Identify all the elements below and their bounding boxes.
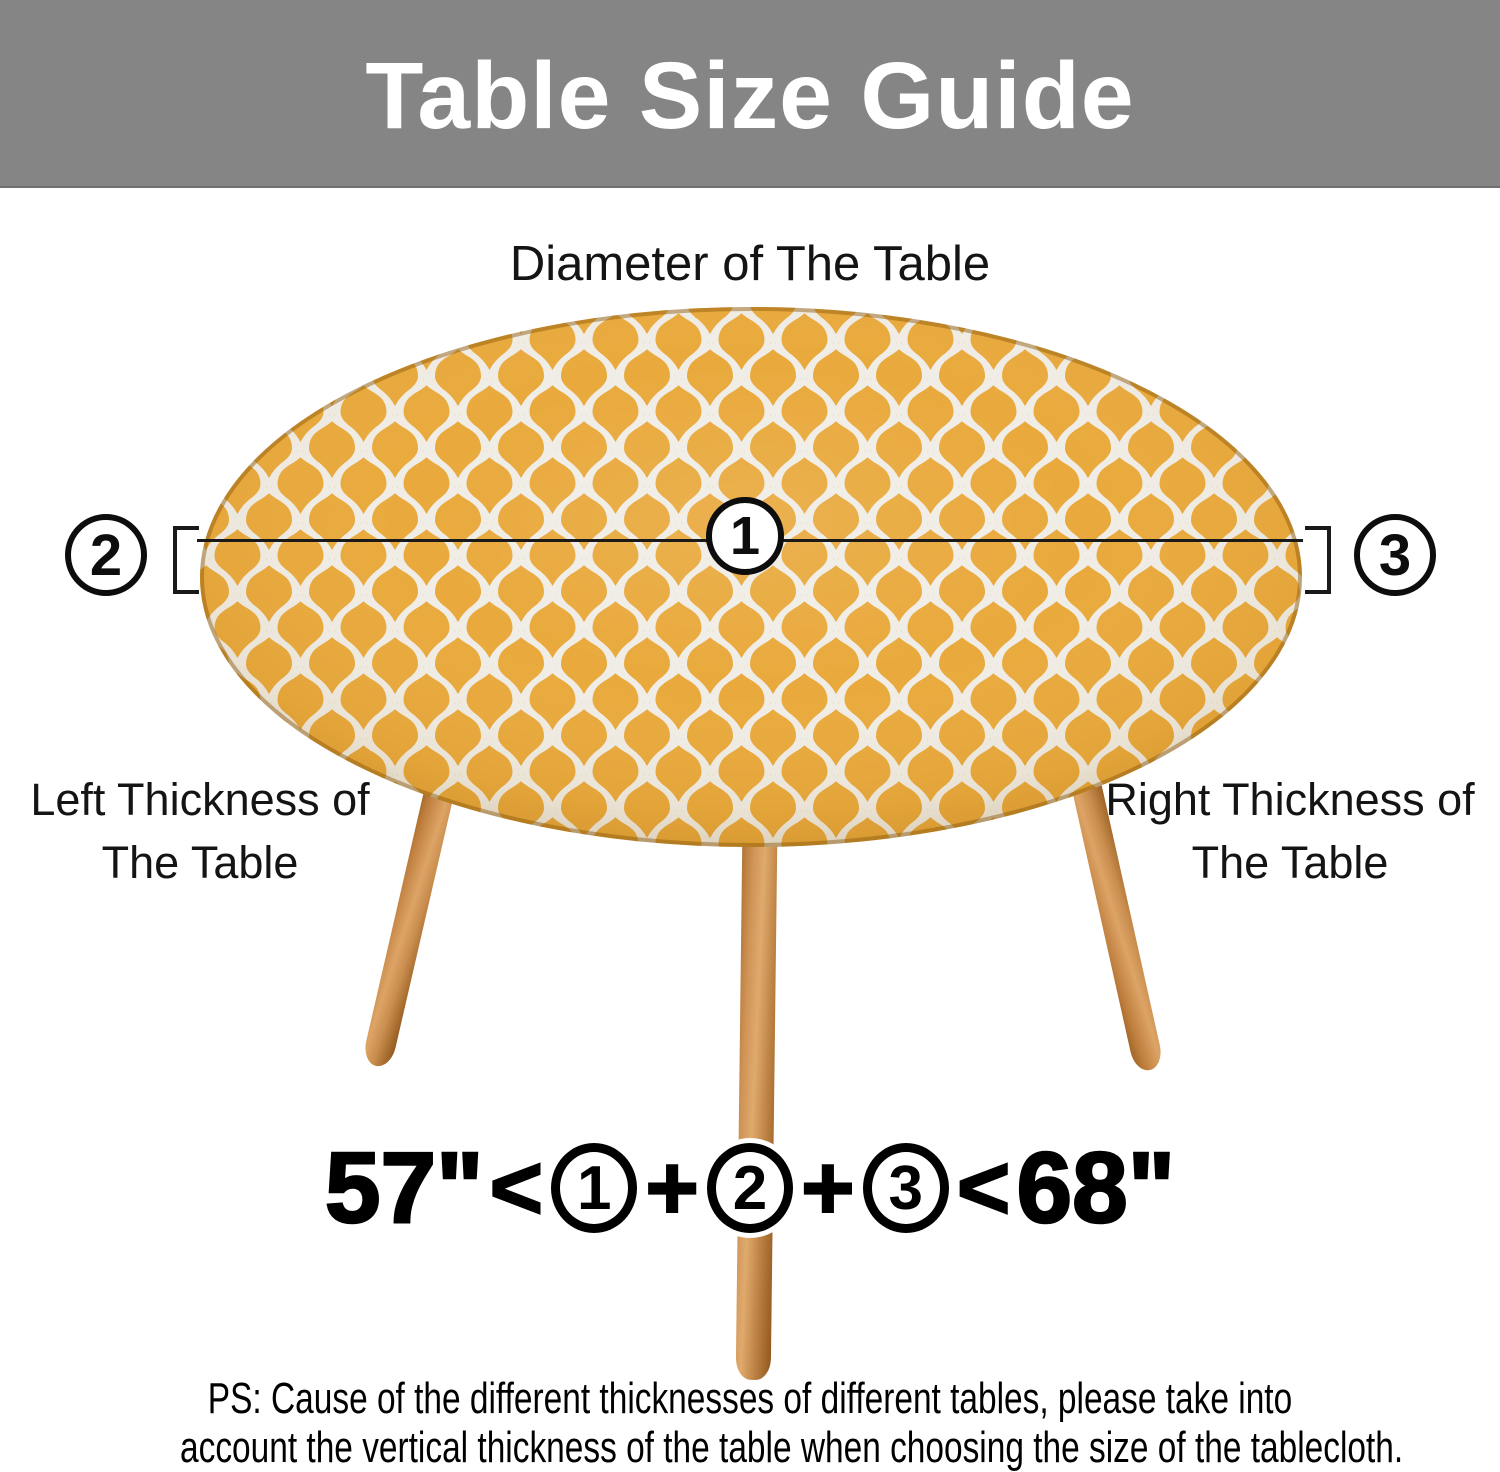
right-thickness-label xyxy=(1072,768,1500,894)
formula-plus-2: + xyxy=(801,1137,855,1239)
ps-note xyxy=(0,1374,1500,1472)
formula-circled-1 xyxy=(551,1143,637,1233)
formula-less-than-2: < xyxy=(956,1137,1011,1239)
right-thickness-label-line1: Right Thickness of xyxy=(1105,774,1475,825)
page-title: Table Size Guide xyxy=(365,42,1135,149)
left-thickness-label-line1: Left Thickness of xyxy=(30,774,370,825)
header-band xyxy=(0,0,1500,188)
diameter-caption: Diameter of The Table xyxy=(509,237,991,291)
left-thickness-bracket xyxy=(173,526,199,594)
right-thickness-label-line2: The Table xyxy=(1191,837,1389,888)
left-thickness-label xyxy=(0,768,400,894)
formula-circled-3 xyxy=(863,1143,949,1233)
formula-max-value: 68" xyxy=(1016,1132,1176,1244)
ps-note-line2: account the vertical thickness of the table when choosing the size of the tablecloth. xyxy=(180,1423,1404,1472)
marker-3-badge xyxy=(1354,514,1436,596)
left-thickness-label-line2: The Table xyxy=(101,837,299,888)
marker-2-number: 2 xyxy=(89,522,123,588)
marker-1-number: 1 xyxy=(729,506,761,566)
formula-plus-1: + xyxy=(645,1137,699,1239)
ps-note-line1: PS: Cause of the different thicknesses of different tables, please take into xyxy=(207,1374,1293,1423)
formula-circled-3-number: 3 xyxy=(888,1153,923,1223)
marker-3-number: 3 xyxy=(1378,522,1412,588)
formula-circled-2 xyxy=(707,1143,793,1233)
formula-less-than-1: < xyxy=(489,1137,544,1239)
marker-2-badge xyxy=(65,514,147,596)
formula-circled-2-number: 2 xyxy=(732,1153,768,1223)
formula-circled-1-number: 1 xyxy=(577,1153,612,1223)
right-thickness-bracket xyxy=(1305,526,1331,594)
size-formula xyxy=(0,1132,1500,1244)
marker-1-badge xyxy=(706,497,784,575)
formula-min-value: 57" xyxy=(324,1132,484,1244)
